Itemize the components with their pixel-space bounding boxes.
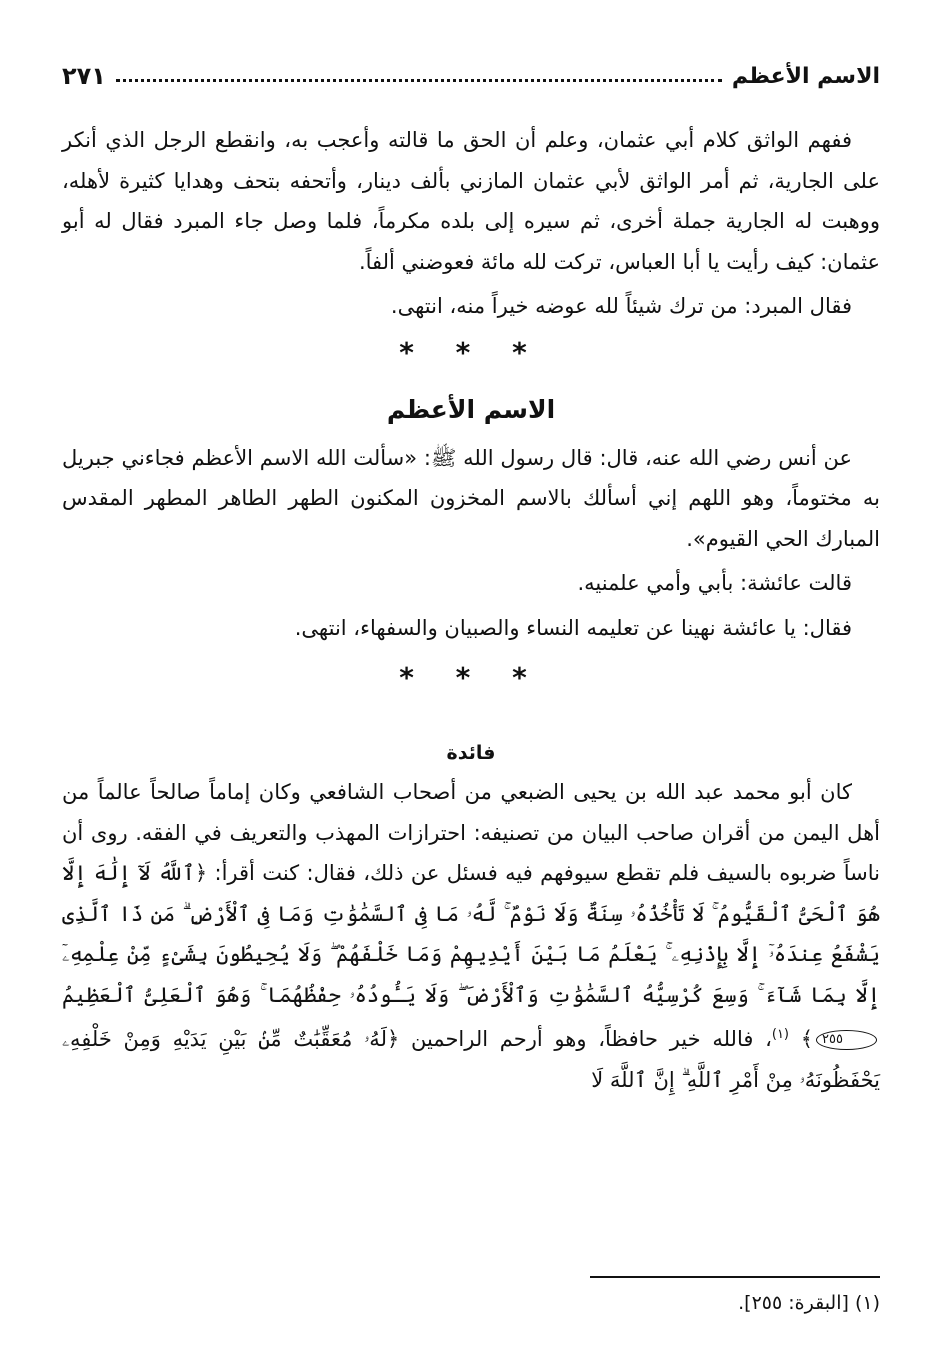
- story-conclusion-paragraph: ففهم الواثق كلام أبي عثمان، وعلم أن الحق ما قالته وأعجب به، وانقطع الرجل الذي أنكر على الجارية، ثم أمر الواثق لأبي عثمان المازني بألف دينار، وأتحفه بتحف وهدايا كثيرة لأهله، ووهبت له الجارية جملة أخرى، ثم سيره إلى بلده مكرماً، فلما وصل جاء المبرد فقال له أبو عثمان: كيف رأيت يا أبا العباس، تركت لله مائة فعوضني ألفاً.: [62, 128, 880, 274]
- section-heading-benefit: فائدة: [446, 742, 496, 764]
- hadith-paragraph: عن أنس رضي الله عنه، قال: قال رسول الله ﷺ: «سألت الله الاسم الأعظم فجاءني جبريل به مختوماً، وهو اللهم إني أسألك بالاسم المخزون المكنون الطهر الطاهر المطهر المقدس المبارك الحي القيوم».: [62, 445, 880, 551]
- footnote-divider: [590, 1276, 880, 1278]
- quran-verse-raad: لَهُۥ مُعَقِّبَٰتٌ مِّنۢ بَيْنِ يَدَيْهِ وَمِنْ خَلْفِهِۦ يَحْفَظُونَهُۥ مِنْ أَمْرِ ٱللَّهِ ۗ إِنَّ ٱللَّهَ لَا: [62, 1027, 880, 1092]
- benefit-paragraph: [62, 772, 880, 1100]
- reply-paragraph: فقال: يا عائشة نهينا عن تعليمه النساء والصبيان والسفهاء، انتهى.: [294, 615, 852, 640]
- running-header: [62, 56, 880, 96]
- section-separator: * * *: [399, 335, 543, 369]
- footnote: (١) [البقرة: ٢٥٥].: [738, 1292, 880, 1314]
- continuation-text: ، فالله خير حافظاً، وهو أرحم الراحمين ﴿: [386, 1027, 772, 1051]
- footnote-reference: (١): [771, 1027, 789, 1042]
- section-heading-greatest-name: الاسم الأعظم: [386, 394, 556, 424]
- book-page: [62, 56, 880, 1332]
- closing-bracket: ﴾: [800, 1027, 814, 1051]
- chapter-title: الاسم الأعظم: [731, 63, 880, 89]
- header-dotted-leader: [116, 79, 722, 82]
- aisha-paragraph: قالت عائشة: بأبي وأمي علمنيه.: [577, 571, 852, 595]
- benefit-intro-text: كان أبو محمد عبد الله بن يحيى الضبعي من أصحاب الشافعي وكان إماماً صالحاً عالماً من أهل اليمن من أقران صاحب البيان من تصنيفه: احترازات المهذب والتعريف في الفقه. روى أن ناساً ضربوه بالسيف فلم تقطع سيوفهم فيه فسئل عن ذلك، فقال: كنت أقرأ: ﴿: [62, 780, 880, 885]
- quran-verse-kursi: ٱللَّهُ لَآ إِلَٰهَ إِلَّا هُوَ ٱلْحَىُّ ٱلْقَيُّومُ ۚ لَا تَأْخُذُهُۥ سِنَةٌ وَلَا نَوْمٌ ۚ لَّهُۥ مَا فِى ٱلسَّمَٰوَٰتِ وَمَا فِى ٱلْأَرْضِ ۗ مَن ذَا ٱلَّذِى يَشْفَعُ عِندَهُۥٓ إِلَّا بِإِذْنِهِۦ ۚ يَعْلَمُ مَا بَيْنَ أَيْدِيهِمْ وَمَا خَلْفَهُمْ ۖ وَلَا يُحِيطُونَ بِشَىْءٍ مِّنْ عِلْمِهِۦٓ إِلَّا بِمَا شَآءَ ۚ وَسِعَ كُرْسِيُّهُ ٱلسَّمَٰوَٰتِ وَٱلْأَرْضَ ۖ وَلَا يَـُٔودُهُۥ حِفْظُهُمَا ۚ وَهُوَ ٱلْعَلِىُّ ٱلْعَظِيمُ: [62, 861, 880, 1007]
- section-separator-2: * * *: [399, 661, 543, 694]
- mubarrad-quote-paragraph: فقال المبرد: من ترك شيئاً لله عوضه خيراً منه، انتهى.: [390, 294, 852, 318]
- page-number: ٢٧١: [62, 62, 106, 90]
- ayah-number-marker: ٢٥٥: [816, 1030, 877, 1050]
